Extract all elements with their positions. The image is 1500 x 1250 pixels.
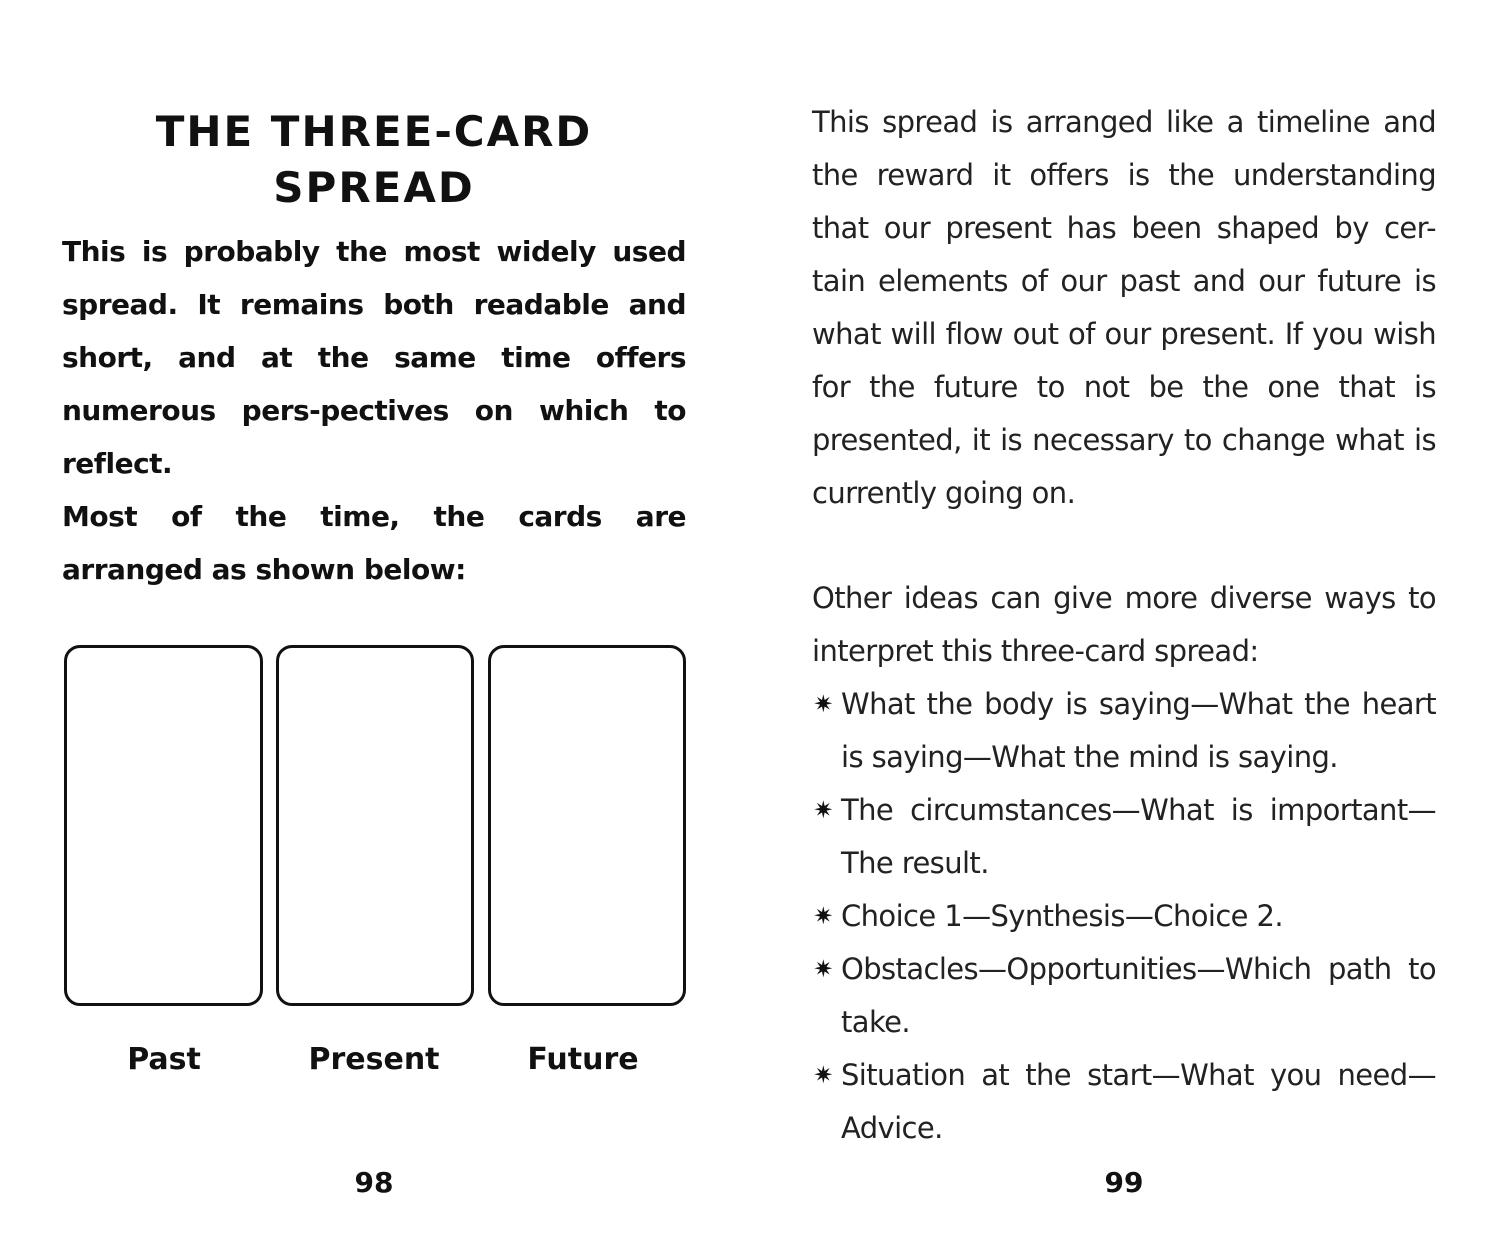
timeline-paragraph: This spread is arranged like a timeline and the reward it offers is the understanding that our present has been shaped by cer-tain elements of our past and our future is what will flow out of our present. If you wish for the future to not be the one that is presented, it is necessary to change what is currently going on. xyxy=(812,105,1436,510)
card-present-outline xyxy=(276,645,474,1006)
card-label-past: Past xyxy=(127,1042,201,1077)
asterisk-icon: ✷ xyxy=(813,1061,833,1089)
list-item xyxy=(812,1049,1436,1155)
asterisk-icon: ✷ xyxy=(813,955,833,983)
list-item xyxy=(812,943,1436,1049)
arrangement-paragraph: Most of the time, the cards are arranged as shown below: xyxy=(62,500,686,586)
card-label-future: Future xyxy=(527,1042,639,1077)
asterisk-icon: ✷ xyxy=(813,690,833,718)
asterisk-icon: ✷ xyxy=(813,902,833,930)
list-item xyxy=(812,678,1436,784)
asterisk-icon: ✷ xyxy=(813,796,833,824)
list-item xyxy=(812,890,1436,943)
card-past-outline xyxy=(64,645,263,1006)
list-item-text: What the body is saying—What the heart is saying—What the mind is saying. xyxy=(841,687,1436,774)
intro-paragraph: This is probably the most widely used spread. It remains both readable and short, and at the same time offers numerous pers-pectives on which to reflect. xyxy=(62,235,686,480)
card-future-outline xyxy=(488,645,686,1006)
page-title: THE THREE-CARD SPREAD xyxy=(155,107,593,212)
list-item-text: The circumstances—What is important—The result. xyxy=(841,793,1436,880)
interpretation-list xyxy=(812,678,1436,1155)
right-page xyxy=(750,0,1500,1250)
card-label-present: Present xyxy=(308,1042,440,1077)
list-item xyxy=(812,784,1436,890)
page-number-right: 99 xyxy=(1104,1166,1144,1199)
list-item-text: Choice 1—Synthesis—Choice 2. xyxy=(841,899,1284,933)
list-item-text: Situation at the start—What you need—Advice. xyxy=(841,1058,1436,1145)
other-ideas-paragraph: Other ideas can give more diverse ways to interpret this three-card spread: xyxy=(812,581,1436,668)
list-item-text: Obstacles—Opportunities—Which path to take. xyxy=(841,952,1436,1039)
card-spread-diagram xyxy=(64,645,688,1007)
page-number-left: 98 xyxy=(354,1166,394,1199)
